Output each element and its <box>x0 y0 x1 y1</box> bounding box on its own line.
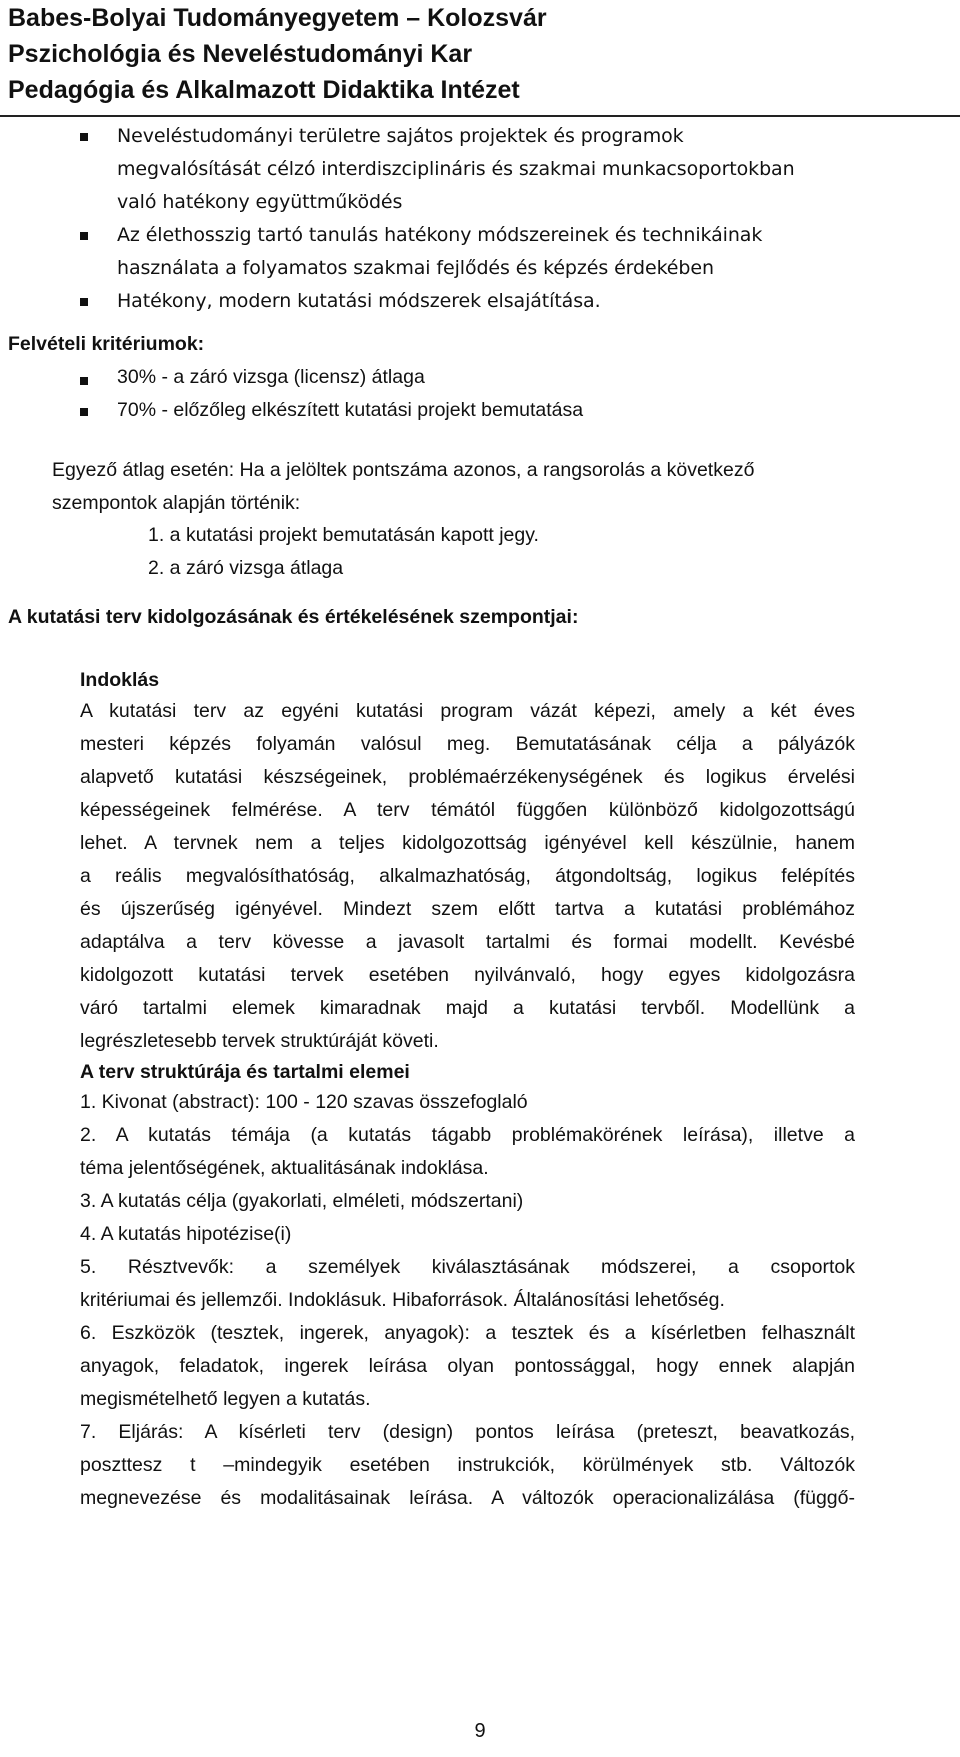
page-number: 9 <box>474 1720 486 1742</box>
competency-item <box>117 120 917 219</box>
competency-line: Hatékony, modern kutatási módszerek elsajátítása. <box>117 290 601 312</box>
structure-heading: A terv struktúrája és tartalmi elemei <box>80 1061 410 1083</box>
competency-line: megvalósítását célzó interdiszciplináris és szakmai munkacsoportokban <box>117 158 795 180</box>
text-line: adaptálva a terv kövesse a javasolt tartalmi és formai modellt. Kevésbé <box>80 931 855 953</box>
bullet-square-icon <box>80 232 88 240</box>
text-line: poszttesz t –mindegyik esetében instrukciók, körülmények stb. Változók <box>80 1454 855 1476</box>
text-line: lehet. A tervnek nem a teljes kidolgozottság igényével kell készülnie, hanem <box>80 832 855 854</box>
competency-line: Neveléstudományi területre sajátos projektek és programok <box>117 125 684 147</box>
institute-name: Pedagógia és Alkalmazott Didaktika Intézet <box>8 76 520 104</box>
text-line: 3. A kutatás célja (gyakorlati, elméleti, módszertani) <box>80 1190 524 1212</box>
admission-criterion-2: 70% - előzőleg elkészített kutatási projekt bemutatása <box>117 399 584 421</box>
text-line: kritériumai és jellemzői. Indoklásuk. Hibaforrások. Általánosítási lehetőség. <box>80 1289 725 1311</box>
text-line: A kutatási terv az egyéni kutatási program vázát képezi, amely a két éves <box>80 700 855 722</box>
admission-heading: Felvételi kritériumok: <box>8 333 205 355</box>
text-line: mesteri képzés folyamán valósul meg. Bemutatásának célja a pályázók <box>80 733 855 755</box>
bullet-square-icon <box>80 133 88 141</box>
text-line: legrészletesebb tervek struktúráját követi. <box>80 1030 439 1052</box>
text-line: képességeinek felmérése. A terv témától függően különböző kidolgozottságú <box>80 799 855 821</box>
text-line: és újszerűség igényével. Mindezt szem előtt tartva a kutatási problémához <box>80 898 855 920</box>
text-line: a reális megvalósíthatóság, alkalmazhatóság, átgondoltság, logikus felépítés <box>80 865 855 887</box>
tie-break-text: Egyező átlag esetén: Ha a jelöltek pontszáma azonos, a rangsorolás a következő <box>52 459 755 481</box>
competency-list <box>117 120 917 318</box>
research-plan-heading: A kutatási terv kidolgozásának és értékelésének szempontjai: <box>8 606 579 628</box>
text-line: 6. Eszközök (tesztek, ingerek, anyagok): a tesztek és a kísérletben felhasznált <box>80 1322 855 1344</box>
text-line: anyagok, feladatok, ingerek leírása olyan pontossággal, hogy ennek alapján <box>80 1355 855 1377</box>
text-line: kidolgozott kutatási tervek esetében nyilvánvaló, hogy egyes kidolgozásra <box>80 964 855 986</box>
document-header <box>0 0 960 116</box>
text-line: 5. Résztvevők: a személyek kiválasztásának módszerei, a csoportok <box>80 1256 855 1278</box>
admission-criterion-1: 30% - a záró vizsga (licensz) átlaga <box>117 366 425 388</box>
competency-item <box>117 219 917 285</box>
text-line: 1. Kivonat (abstract): 100 - 120 szavas összefoglaló <box>80 1091 528 1113</box>
tie-break-item-1: 1. a kutatási projekt bemutatásán kapott jegy. <box>148 524 539 546</box>
competency-line: Az élethosszig tartó tanulás hatékony módszereinek és technikáinak <box>117 224 763 246</box>
text-line: alapvető kutatási készségeinek, problémaérzékenységének és logikus érvelési <box>80 766 855 788</box>
text-line: váró tartalmi elemek kimaradnak majd a kutatási tervből. Modellünk a <box>80 997 855 1019</box>
header-rule <box>0 115 960 117</box>
text-line: 4. A kutatás hipotézise(i) <box>80 1223 292 1245</box>
university-name: Babes-Bolyai Tudományegyetem – Kolozsvár <box>8 4 547 32</box>
structure-list <box>80 1086 855 1515</box>
text-line: megnevezése és modalitásainak leírása. A változók operacionalizálása (függő- <box>80 1487 855 1509</box>
tie-break-item-2: 2. a záró vizsga átlaga <box>148 557 344 579</box>
text-line: 2. A kutatás témája (a kutatás tágabb problémakörének leírása), illetve a <box>80 1124 855 1146</box>
bullet-square-icon <box>80 298 88 306</box>
competency-item <box>117 285 917 318</box>
competency-line: való hatékony együttműködés <box>117 191 403 213</box>
justification-paragraph <box>80 695 855 1058</box>
text-line: téma jelentőségének, aktualitásának indoklása. <box>80 1157 489 1179</box>
faculty-name: Pszichológia és Neveléstudományi Kar <box>8 40 473 68</box>
competency-line: használata a folyamatos szakmai fejlődés és képzés érdekében <box>117 257 714 279</box>
bullet-square-icon <box>80 377 88 385</box>
text-line: 7. Eljárás: A kísérleti terv (design) pontos leírása (preteszt, beavatkozás, <box>80 1421 855 1443</box>
justification-heading: Indoklás <box>80 669 160 691</box>
text-line: megismételhető legyen a kutatás. <box>80 1388 371 1410</box>
bullet-square-icon <box>80 408 88 416</box>
tie-break-text: szempontok alapján történik: <box>52 492 301 514</box>
